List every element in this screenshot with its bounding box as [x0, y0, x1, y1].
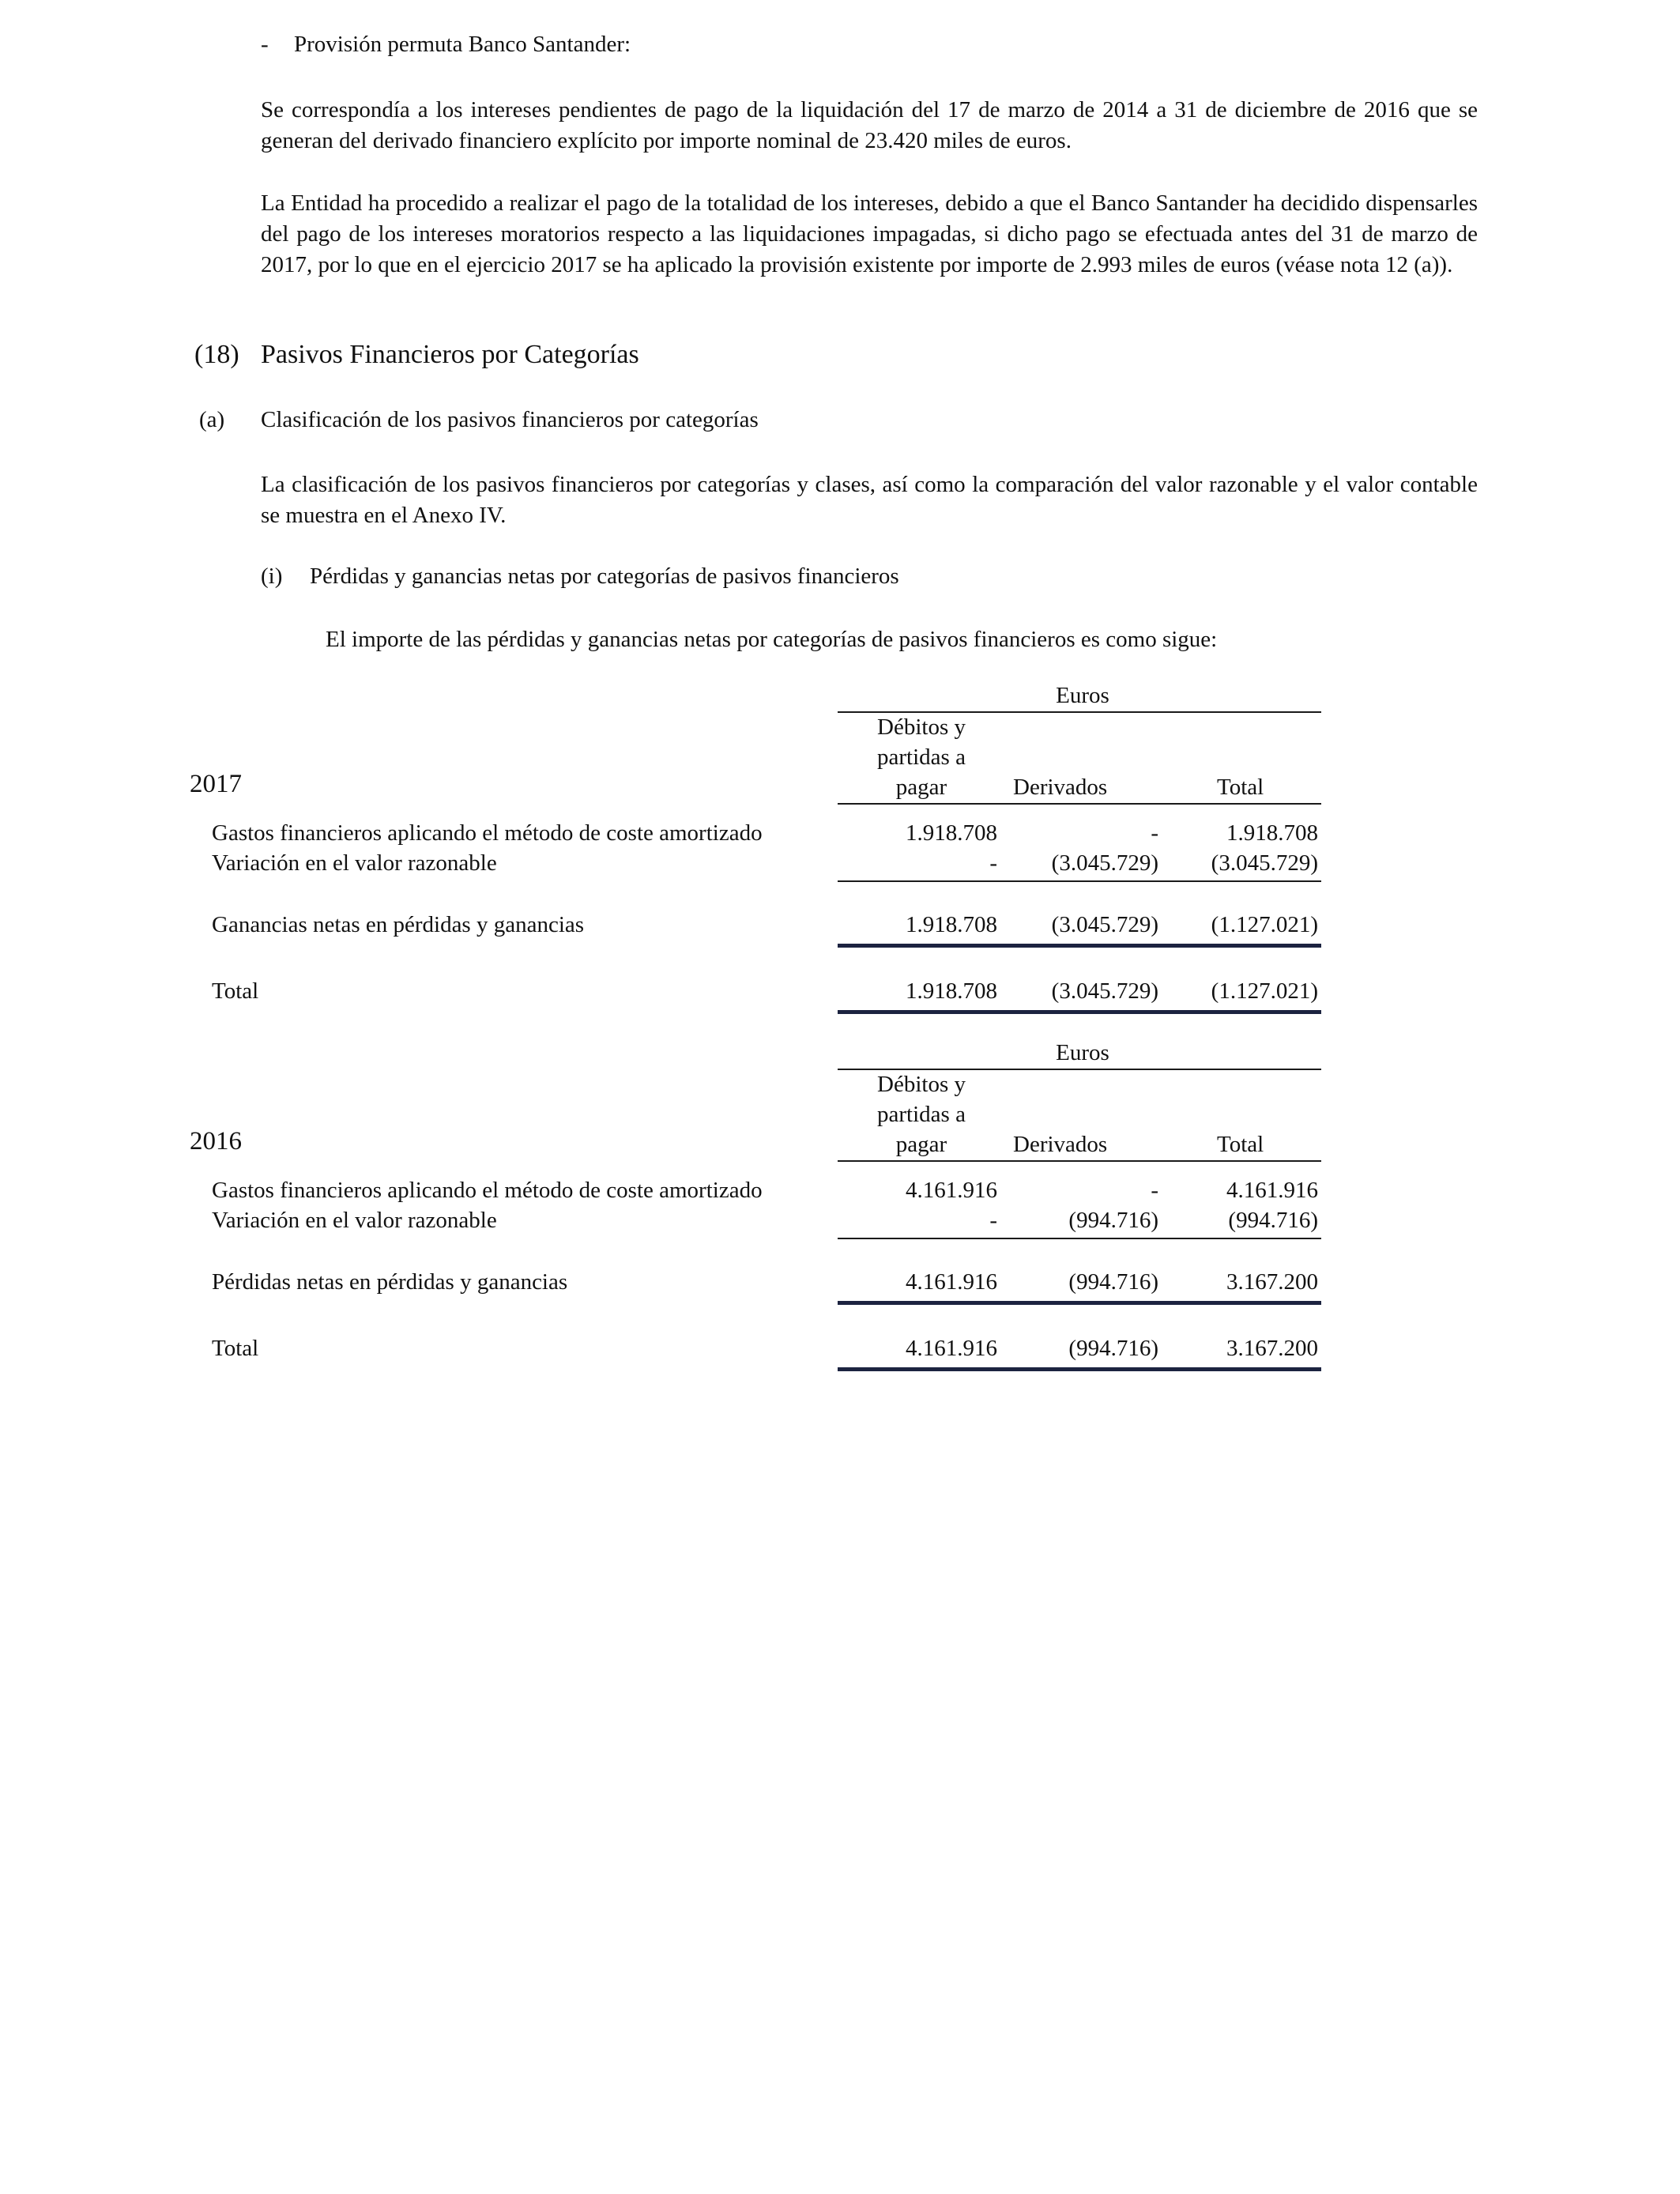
- col-debitos-l1: Débitos y: [877, 1072, 966, 1097]
- row-total: (994.716): [1228, 1208, 1318, 1233]
- col-debitos-l2: partidas a: [877, 745, 966, 770]
- row-label: Gastos financieros aplicando el método de coste amortizado: [212, 820, 763, 846]
- col-total: Total: [1217, 1132, 1264, 1157]
- net-row-derivados: (994.716): [1068, 1269, 1158, 1295]
- euros-rule: [838, 1069, 1321, 1070]
- col-total: Total: [1217, 775, 1264, 800]
- subtotal-rule: [838, 880, 1321, 882]
- row-label: Gastos financieros aplicando el método de coste amortizado: [212, 1178, 763, 1203]
- row-derivados: -: [1151, 1178, 1158, 1203]
- total-row-derivados: (3.045.729): [1051, 978, 1158, 1004]
- row-debitos: 4.161.916: [906, 1178, 997, 1203]
- row-derivados: (3.045.729): [1051, 850, 1158, 876]
- col-debitos-l3: pagar: [895, 1132, 947, 1157]
- total-row-derivados: (994.716): [1068, 1336, 1158, 1361]
- row-derivados: (994.716): [1068, 1208, 1158, 1233]
- total-row-total: 3.167.200: [1226, 1336, 1318, 1361]
- header-rule: [838, 1160, 1321, 1162]
- total-row-label: Total: [212, 1336, 259, 1361]
- row-total: (3.045.729): [1211, 850, 1318, 876]
- bullet-dash: -: [261, 32, 269, 57]
- col-debitos-l3: pagar: [895, 775, 947, 800]
- col-debitos-l1: Débitos y: [877, 714, 966, 740]
- row-label: Variación en el valor razonable: [212, 1208, 497, 1233]
- col-debitos-l2: partidas a: [877, 1102, 966, 1127]
- net-row-label: Ganancias netas en pérdidas y ganancias: [212, 912, 585, 937]
- net-row-total: 3.167.200: [1226, 1269, 1318, 1295]
- net-row-debitos: 1.918.708: [906, 912, 997, 937]
- subsubsection-title: Pérdidas y ganancias netas por categorías de pasivos financieros: [310, 564, 899, 589]
- row-label: Variación en el valor razonable: [212, 850, 497, 876]
- paragraph-3: La clasificación de los pasivos financieros por categorías y clases, así como la comparación del valor razonable y el valor contable se muestra en el Anexo IV.: [261, 472, 1478, 528]
- col-derivados: Derivados: [1013, 775, 1108, 800]
- bullet-title: Provisión permuta Banco Santander:: [294, 32, 631, 57]
- net-row-label: Pérdidas netas en pérdidas y ganancias: [212, 1269, 568, 1295]
- net-rule: [838, 944, 1321, 948]
- table-year: 2016: [190, 1127, 242, 1155]
- net-row-total: (1.127.021): [1211, 912, 1318, 937]
- table-intro: El importe de las pérdidas y ganancias netas por categorías de pasivos financieros es como sigue:: [326, 627, 1218, 652]
- currency-header: Euros: [1056, 1040, 1109, 1065]
- row-total: 4.161.916: [1226, 1178, 1318, 1203]
- row-debitos: -: [989, 850, 997, 876]
- section-number: (18): [194, 340, 239, 369]
- row-debitos: -: [989, 1208, 997, 1233]
- euros-rule: [838, 711, 1321, 713]
- net-row-debitos: 4.161.916: [906, 1269, 997, 1295]
- total-rule: [838, 1010, 1321, 1014]
- paragraph-2: La Entidad ha procedido a realizar el pago de la totalidad de los intereses, debido a que el Banco Santander ha decidido dispensarles del pago de los intereses moratorios respecto a las liquidaciones impagadas, si dicho pago se efectuada antes del 31 de marzo de 2017, por lo que en el ejercicio 2017 se ha aplicado la provisión existente por importe de 2.993 miles de euros (véase nota 12 (a)).: [261, 190, 1478, 277]
- header-rule: [838, 803, 1321, 805]
- total-row-total: (1.127.021): [1211, 978, 1318, 1004]
- paragraph-1: Se correspondía a los intereses pendientes de pago de la liquidación del 17 de marzo de 2014 a 31 de diciembre de 2016 que se generan del derivado financiero explícito por importe nominal de 23.420 miles de euros.: [261, 97, 1478, 153]
- currency-header: Euros: [1056, 683, 1109, 708]
- subtotal-rule: [838, 1238, 1321, 1239]
- total-rule: [838, 1367, 1321, 1371]
- total-row-debitos: 1.918.708: [906, 978, 997, 1004]
- subsubsection-numeral: (i): [261, 564, 283, 589]
- row-derivados: -: [1151, 820, 1158, 846]
- total-row-debitos: 4.161.916: [906, 1336, 997, 1361]
- col-derivados: Derivados: [1013, 1132, 1108, 1157]
- row-debitos: 1.918.708: [906, 820, 997, 846]
- net-rule: [838, 1301, 1321, 1305]
- table-year: 2017: [190, 770, 242, 798]
- row-total: 1.918.708: [1226, 820, 1318, 846]
- subsection-title: Clasificación de los pasivos financieros por categorías: [261, 407, 759, 432]
- subsection-letter: (a): [199, 407, 225, 432]
- net-row-derivados: (3.045.729): [1051, 912, 1158, 937]
- total-row-label: Total: [212, 978, 259, 1004]
- section-title: Pasivos Financieros por Categorías: [261, 340, 639, 369]
